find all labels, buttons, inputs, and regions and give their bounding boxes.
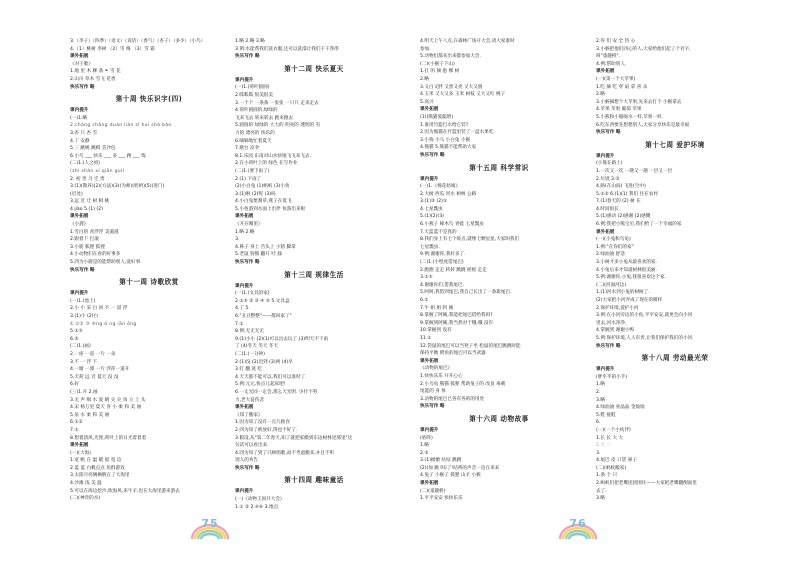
- answer-line: 2.②: [420, 450, 429, 456]
- answer-line: 2. 初 善 习 迁 贵: [70, 176, 105, 182]
- answer-line: 1.一次又一次 一趟又一趟 一层又一层: [596, 168, 673, 174]
- answer-line: 参加.: [420, 46, 431, 52]
- answer-line: (zhì shàn xí qiān guì): [70, 168, 125, 174]
- answer-line: 6.②: [70, 336, 79, 342]
- answer-line: 4.宋 杨万里 夏天 喜 小 柔 和 美 丽: [70, 405, 142, 411]
- subsection-label: 快乐写作 略: [596, 130, 621, 136]
- answer-line: 4.荷叶圆圆的,绿绿的: [235, 108, 278, 114]
- answer-line: 4.小兔后来才知道树林很美丽.: [596, 267, 657, 273]
- answer-line: (一)1.(池上): [70, 298, 96, 304]
- answer-line: 1.平平安安 快快乐乐: [420, 496, 463, 502]
- answer-line: 3.①⑤: [420, 275, 433, 281]
- answer-line: 1.条 个 只: [596, 473, 618, 479]
- answer-line: 3.: [596, 450, 601, 456]
- answer-line: (一)1.略: [70, 115, 88, 121]
- answer-line: 2.大树 西瓜 河水 树林 公路: [420, 191, 477, 197]
- answer-line: (一)(第一个大苹果): [596, 76, 636, 82]
- answer-line: 3.动物的尾巴已各有各的的用处: [420, 396, 485, 402]
- section-heading: 第十四周 趣味童话: [284, 476, 344, 485]
- subsection-label: 课外拓展: [420, 358, 439, 364]
- subsection-label: 快乐写作 略: [235, 54, 260, 60]
- answer-line: 6.嘀嘀地忙着夏天: [235, 138, 272, 144]
- subsection-label: 课内提升: [420, 427, 439, 433]
- answer-line: 1.雪白的 青浮浮 美滋滋: [70, 229, 119, 235]
- answer-line: 4.小白兔要割草,燕子在低飞.: [235, 199, 293, 205]
- subsection-label: 课外拓展: [235, 214, 254, 220]
- answer-line: (二)(河面河边): [596, 282, 627, 288]
- answer-line: (一)1.(荷叶圆圆): [235, 85, 270, 91]
- answer-line: 1.因为知了没有一点儿粮食: [235, 420, 290, 426]
- answer-line: 4.熊猫 5.熊猫不能帮助大家: [420, 145, 477, 151]
- answer-line: 4.鼻子 身上 舌头上 小猪 脚掌: [235, 244, 296, 250]
- answer-line: 5.例:谢谢你,小兔,我很喜欢这个家.: [596, 275, 667, 281]
- answer-line: 3.打 翻 洗 吃: [235, 367, 263, 373]
- subsection-label: 快乐写作 略: [235, 260, 260, 266]
- answer-line: 3.例:在小河旁边的小鱼,平平安安,就更会向小河: [596, 313, 693, 319]
- answer-line: 11.①: [420, 335, 432, 341]
- answer-line: 2.在小荷叶上的 绿色 在写作业: [235, 161, 298, 167]
- answer-line: (2)(加 跳 叫)了!咕咚的声音一直在来来: [420, 465, 500, 471]
- answer-line: (1)(熊猫爱聪明): [420, 114, 454, 120]
- answer-line: 1.地 里 木 柳 条 ⚭ 雪 花: [70, 69, 121, 75]
- subsection-label: 课内提升: [70, 108, 89, 114]
- answer-line: 尾能的 身 体: [420, 389, 446, 395]
- answer-line: 4.明天上午八点,在森林广场开大会,请大家准时: [420, 39, 515, 44]
- answer-line: 去了.: [596, 488, 607, 494]
- answer-line: 3.: [235, 237, 240, 243]
- answer-line: 3.小猴摘想个大苹果,先来去打个 小猴拿去: [596, 99, 682, 105]
- answer-line: 3.(1)啦 (2)呢 (3)吗: [235, 191, 276, 197]
- right-column-2: [596, 38, 754, 503]
- subsection-label: 快乐写作 略: [70, 84, 95, 90]
- answer-line: 3.小树才多小兔从最喜欢的家.: [596, 260, 657, 266]
- section-heading: 第十五周 科学常识: [469, 163, 529, 172]
- answer-line: 4.七星瓢虫: [420, 206, 443, 212]
- answer-line: (二)1.(画): [70, 344, 91, 350]
- answer-line: 2.①⑤ ② ③ ④ ⑤ 5.文具盒: [235, 298, 290, 304]
- subsection-label: 课外拓展: [596, 69, 615, 75]
- answer-line: (小熊在路上): [596, 161, 623, 167]
- section-heading: 第十周 快乐识字(四): [115, 95, 183, 104]
- answer-line: 2.略: [596, 92, 605, 98]
- answer-line: 3.又白又胖 又黑又亮 又大又圆: [420, 84, 483, 90]
- answer-line: 2.蚂蚁们把老鹰团团围住——大家把老鹰翻倒面里: [596, 481, 697, 487]
- answer-line: 1.快快乐乐 开开心心: [420, 373, 463, 379]
- answer-line: 1.略 2.略 3.略: [235, 39, 265, 44]
- answer-line: 5.动物们都来出来都参加大会.: [420, 54, 481, 60]
- answer-line: 1.① ② 2.④⑥ 3.地点: [235, 504, 279, 510]
- answer-line: 1.例:"在你们的家": [596, 244, 634, 250]
- answer-line: (二)1.(人之初): [70, 161, 100, 167]
- subsection-label: 课内提升: [420, 176, 439, 182]
- answer-line: 5.(1)感动 (2)感谢 (2)感慨: [596, 214, 651, 220]
- answer-line: (近处): [70, 191, 83, 197]
- subsection-label: 课内提升: [596, 367, 615, 373]
- answer-line: 8.掌握了阿姨,我能把尾巴借给我吗?: [420, 313, 493, 319]
- answer-line: 2.大 三: [596, 443, 612, 449]
- answer-line: 2.(1) 下雨了: [235, 176, 262, 182]
- answer-line: 4.①② ③ ④ng ó ng iān ōng: [70, 321, 137, 327]
- answer-line: 《小鹿》: [70, 222, 89, 228]
- answer-line: 4.时间很长: [596, 206, 619, 212]
- answer-line: 5.天荷 远 近 夏天 没 没: [70, 374, 119, 380]
- answer-line: 3.小狗 小马 小白兔 小猴: [420, 137, 471, 143]
- answer-line: 2.你 们 安 全 热 心: [596, 39, 636, 44]
- answer-line: (一)(大海): [70, 450, 91, 456]
- answer-line: 6.: [596, 420, 601, 426]
- answer-line: 5.①② 6.(1)(1) 我们 住在农村: [596, 191, 658, 197]
- answer-line: (二)1.(要下雨了): [235, 168, 270, 174]
- left-column-1: [70, 38, 228, 503]
- answer-line: 2.绿油油 舒适: [596, 252, 625, 258]
- answer-line: 4.天天都不能可以,我们可以准时了.: [235, 374, 307, 380]
- answer-line: 1.略: [420, 443, 429, 449]
- answer-line: 3.(1)小 (2)白: [70, 314, 99, 319]
- answer-line: 9.掌握到阿姨,我当然对于哦,哦 没有: [420, 320, 494, 326]
- answer-line: (一)1.《棉花姑娘》: [420, 184, 461, 190]
- answer-line: (一)(小兔和乌龟): [596, 237, 631, 243]
- answer-line: 2.蓝 蓝 白帆点点 鱼群游戏: [70, 465, 125, 471]
- section-heading: 第十八周 劳动最光荣: [641, 354, 709, 363]
- answer-line: 8.想着清风,光照,荷叶上的日光着着着: [70, 435, 147, 441]
- section-heading: 第十三周 规律生活: [284, 270, 344, 279]
- answer-line: 飞来飞去 转来转去 跑来跑去: [235, 115, 294, 121]
- answer-line: 1.(1)河水到小兔的树树了.: [596, 290, 650, 296]
- answer-line: 了 (4)冬天 冬天 冬天: [235, 344, 279, 350]
- answer-line: 7.歌台 凉伞: [235, 146, 260, 152]
- page-right: [400, 0, 800, 573]
- answer-line: 2.跑跑 走走 转转 跳跳 摇摇 走走: [420, 267, 487, 273]
- answer-line: 12.袋鼠的尾巴可以当凳子坐 松鼠的尾巴跳跳时能: [420, 343, 521, 349]
- answer-line: 5.例:元元,快点儿起床吧!: [235, 382, 286, 388]
- answer-line: 7.牛 姐 姐 阿 姨: [420, 305, 454, 311]
- subsection-label: 课外拓展: [596, 229, 615, 235]
- answer-line: 4.四为知了到了只顾唱歌,而不考虑搬来,并且不听: [235, 450, 335, 456]
- answer-line: 5.(1)(2)(3): [420, 214, 444, 220]
- page-number-text: 76: [569, 517, 587, 530]
- answer-line: 6.①②: [70, 420, 83, 426]
- answer-line: 6.好: [70, 382, 79, 388]
- answer-line: 2.cháng chǎng duàn liàn zǐ huì shà bǎo: [70, 123, 172, 129]
- answer-line: 6."丑丑整整"——都回家了": [235, 314, 292, 319]
- answer-line: 5.可以在海边挖沙,吹海风,来牛羊,也在大海里游来游去: [70, 488, 180, 494]
- page-number-right: [556, 517, 600, 535]
- section-heading: 第十二周 快乐夏天: [284, 64, 344, 73]
- answer-line: (二)1.(小壁虎借尾巴): [420, 260, 464, 266]
- answer-line: (一)(一个小伙伴): [596, 427, 631, 433]
- subsection-label: 快乐写作 略: [420, 152, 445, 158]
- answer-line: 9.(1)小小 (2)(1)可以出去玩了 (3)明天不下雨: [235, 336, 329, 342]
- answer-line: 4.苹果 苹果 葡萄 苹果: [596, 107, 642, 113]
- answer-line: 10.掌握到 没有: [420, 328, 452, 334]
- answer-line: 七星瓢虫.: [420, 244, 440, 250]
- answer-line: 3.无 声 细 水 爱 晴 尖 尖 角 立 上 头: [70, 397, 146, 403]
- answer-line: 3.（李子）（四季）（语文）（说话）（香气）（杏子）（多少）（小鸟）: [70, 39, 206, 44]
- answer-line: 3.远 近 迁 树 相 桃: [70, 199, 110, 205]
- answer-line: 4.兔子 小猴子 狐狸 山羊 小猴: [420, 473, 481, 479]
- answer-line: 5.例:保护环境,人人有责,让我们保护我们的小河.: [596, 335, 694, 341]
- subsection-label: 快乐写作 略: [235, 465, 260, 471]
- subsection-label: 课内提升: [235, 489, 254, 495]
- answer-line: 《对子歌》: [70, 61, 93, 67]
- answer-line: 6.小燕子 啄木鸟 青蛙 七星瓢虫: [420, 222, 484, 228]
- answer-line: 5.呵呵,我借到尾巴,我自己长出了一条新尾巴.: [420, 290, 512, 296]
- answer-line: 8.1.乐园 东南对山水快地飞飞来飞去.: [235, 153, 312, 159]
- answer-line: (一)《动物王国开大会》: [235, 497, 285, 503]
- page-number-text: 75: [201, 517, 219, 530]
- section-heading: 第十六周 动物故事: [469, 414, 529, 423]
- answer-line: 5.鞋 拖鞋: [596, 412, 616, 418]
- subsection-label: 课内提升: [235, 77, 254, 83]
- answer-line: 1.扛 的 摘 抱 棵 树: [420, 69, 460, 75]
- subsection-label: 课外拓展: [70, 54, 89, 60]
- answer-line: 7.(1)春天的 (2) 树 在: [596, 199, 641, 205]
- subsection-label: 快乐写作 略: [420, 404, 445, 410]
- answer-line: 5.圆圆的 绿绿的 大大的 明亮的 透明的 有: [235, 123, 321, 129]
- answer-line: 3.一个个 一条条 一张张 一只只 走来走去: [235, 100, 319, 106]
- answer-line: 2.呱呱呱 很美很美: [235, 92, 274, 98]
- answer-line: 4.尾巴 皮 口袋 鼻子: [596, 458, 637, 464]
- answer-line: 叫"童趣桥".: [596, 54, 621, 60]
- answer-line: 1.长 长 大 大: [596, 435, 624, 441]
- answer-line: 5.高兴: [420, 99, 434, 105]
- answer-line: 4.玉米 又大又多 玉米 树枝 又大又红 桃子: [420, 92, 506, 98]
- answer-line: 保持平衡 鳄鱼的尾巴可以当武器: [420, 351, 486, 357]
- answer-line: 2.垃圾 3.③: [596, 176, 620, 182]
- subsection-label: 课内提升: [596, 153, 615, 159]
- answer-line: 1.略 2.略: [235, 229, 255, 235]
- answer-line: 2.因为熊猫在竹篮里装了一盘水果吃.: [420, 130, 495, 136]
- answer-line: 《开在哪里》: [235, 222, 263, 228]
- subsection-label: 课外拓展: [420, 481, 439, 487]
- answer-line: 4.小动物们在看的好事多: [70, 252, 121, 258]
- subsection-label: 课外拓展: [70, 214, 89, 220]
- answer-line: 《知了搬家》: [235, 412, 263, 418]
- answer-line: 2.跟着下 打滚: [70, 237, 99, 243]
- left-column-2: [235, 38, 393, 511]
- answer-line: 句话可以看出来.: [235, 443, 269, 449]
- answer-line: 4.丁 安静: [70, 138, 90, 144]
- answer-line: (二)(蚂蚁搬家): [596, 465, 627, 471]
- subsection-label: 课外拓展: [235, 405, 254, 411]
- answer-line: 5.小鱼游到水面上出伴 鱼游出来啦: [235, 206, 306, 212]
- answer-line: 里去,河水净净.: [596, 320, 627, 326]
- answer-line: 4.（1）桃树 李树 （2）雪 梅 （3）雪 霜: [70, 46, 155, 52]
- answer-line: (二)(童趣桥): [420, 488, 446, 494]
- answer-line: 3.例:水能帮我们洗衣服,还可以洗澡让我们干干净净: [235, 46, 339, 52]
- answer-line: 6.例:我把小熊宝贝,我们给了一个幸福的家: [596, 222, 682, 228]
- answer-line: 9.例:谢谢你,我好多了.: [420, 252, 466, 258]
- answer-line: 2.小乌龟 熊猫 狐狸 帮助兔子的 改良 毒刺: [420, 381, 506, 387]
- answer-line: 5.小熊和小熊喝水一样,苹果一样.: [596, 114, 664, 120]
- answer-line: 2.山川 草木 雪飞 花香: [70, 76, 116, 82]
- answer-line: (2)小白兔 (1)蚂蚁 (3)小鱼: [235, 184, 290, 190]
- answer-line: 4.丁 5.: [235, 306, 250, 312]
- answer-line: 7.①: [235, 321, 244, 327]
- answer-line: 4.掌握到 谢谢小鸭: [596, 328, 635, 334]
- answer-line: 3.太阳月亮俩俩帆在了大海里: [70, 473, 130, 479]
- answer-line: 4.谢谢你们,借我尾巴.: [420, 282, 465, 288]
- answer-line: (一)1.(文具的家): [235, 291, 270, 297]
- answer-line: 8.我们身上有七个斑点,就像七颗星星,大家叫我们: [420, 237, 520, 243]
- answer-line: (二)(小猴子下山): [420, 61, 455, 67]
- answer-line: 2.略: [420, 76, 429, 82]
- answer-line: 2.保护环境,爱护小河: [596, 305, 639, 311]
- subsection-label: 课内提升: [235, 283, 254, 289]
- answer-line: 5.①③: [70, 329, 83, 335]
- answer-line: 3.假设,从"第二年春天,知了就把家搬到东边树林里那里"这: [235, 435, 353, 441]
- answer-line: 6.小鸟 ___ 快乐 ___ 多 ___ 跑 ___ 练: [70, 153, 146, 159]
- answer-line: 5.四为小鹿是的能帮助别人,爱好事.: [70, 260, 142, 266]
- answer-line: 3.不 一 浮 下: [70, 359, 98, 365]
- answer-line: (咕咚): [420, 435, 433, 441]
- subsection-label: 课外拓展: [420, 107, 439, 113]
- answer-line: 力的 漂亮的 快乐的: [235, 130, 275, 136]
- answer-line: 3.略: [596, 397, 605, 403]
- answer-line: (三)1.开 2.画: [70, 389, 98, 395]
- answer-line: 3.(1)③ (2)①: [420, 199, 448, 205]
- answer-line: 3.小猴把他们四心的人,大家给他们起了个名字,: [596, 46, 691, 52]
- answer-line: 5.老鼠 狗熊 翻开 吐 舔: [235, 252, 282, 258]
- answer-line: 3.(1)掀掀 咕咕 跳跳: [420, 458, 462, 464]
- answer-line: 力,老大徒伤悲: [235, 397, 265, 403]
- answer-line: (2)大家把小河弄成了现在的模样: [596, 298, 663, 303]
- answer-line: 6.一丈光同一定会,那么天光明. 少壮不努: [235, 389, 318, 395]
- answer-line: 2.四为知了被放好,得也不好了.: [235, 427, 298, 433]
- answer-line: 5.泉 水 柔 和 美 丽: [70, 412, 110, 418]
- answer-line: 3.略: [596, 496, 605, 502]
- subsection-label: 课外拓展: [70, 443, 89, 449]
- section-heading: 第十七周 爱护环境: [645, 140, 705, 149]
- page-number-left: [188, 517, 232, 535]
- right-column-1: [420, 38, 578, 503]
- answer-line: (二)1.(一分钟): [235, 351, 265, 357]
- answer-line: 4.沙滩 浅 美 温: [70, 481, 102, 487]
- answer-line: 3.小鹿 狐狸 狐狸: [70, 244, 105, 250]
- subsection-label: 快乐写作 略: [596, 343, 621, 349]
- answer-line: 2.一座 一道 一片 一朵: [70, 351, 116, 357]
- answer-line: 1.略: [596, 382, 605, 388]
- answer-line: 2.(1)没 (2)迟到 (3)两 (4)早: [235, 359, 293, 365]
- answer-line: 4.例:帮助别人.: [596, 61, 627, 67]
- answer-line: (二)(神奇的水): [70, 496, 101, 502]
- answer-line: 4.jiào 5.(1) (2): [70, 206, 103, 212]
- answer-line: 1.谁用竹篮打水给它装?: [420, 122, 469, 128]
- section-heading: 第十一周 诗歌欣赏: [119, 278, 179, 287]
- answer-line: 7.①: [70, 427, 79, 433]
- answer-line: 1.吃 摘 吃 穿 扇 拿 喜 杀: [596, 84, 648, 90]
- answer-line: 5.三 跳绳 跳棋 丢沙包: [70, 146, 116, 152]
- answer-line: 8.例:无无无无: [235, 329, 264, 335]
- answer-line: (胖乎乎的小手): [596, 374, 628, 380]
- answer-line: 7.天蓝蓝不是真的: [420, 229, 457, 235]
- answer-line: 4.一塘 一潭 一片 浮萍一道开: [70, 367, 130, 373]
- answer-line: 2.小 小 采 白 回 不 一 道 浮: [70, 306, 128, 312]
- answer-line: 别人的劝告.: [235, 458, 260, 464]
- answer-line: 1.宽 帆 在 温 暖 船 宽 边: [70, 458, 122, 464]
- answer-line: 2.: [596, 389, 601, 395]
- answer-line: 4.绿油油 亮晶晶 金灿灿: [596, 405, 645, 411]
- answer-line: 4.路(在山间) 飞进(空中): [596, 184, 646, 190]
- answer-line: 3.(1)(教养)(2)(方法)(3)(为师)(奶奶)(5)(进门): [70, 184, 165, 190]
- subsection-label: 课内提升: [70, 291, 89, 297]
- answer-line: 3.杏 只 杏 雪: [70, 130, 98, 136]
- subsection-label: 快乐写作 略: [70, 267, 95, 273]
- answer-line: 6.吃东西要先想想别人,大家分享快乐是最幸福: [596, 122, 690, 128]
- answer-line: 6.①: [420, 298, 429, 303]
- answer-line: 《动物的尾巴》: [420, 366, 453, 372]
